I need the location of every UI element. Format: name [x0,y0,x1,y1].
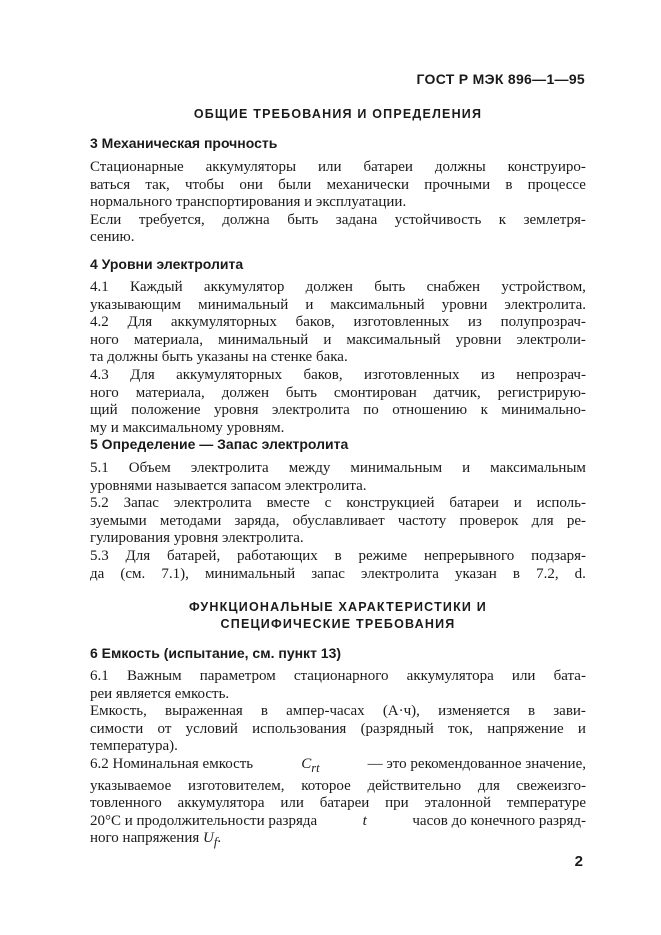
word: ного [90,384,119,401]
word: заряда, [234,512,280,529]
word: и [305,296,314,313]
word: от [157,720,172,737]
word: запас [311,565,345,582]
text-line [90,721,586,739]
word: электролита [271,402,350,419]
word: аккумуляторных [170,314,277,331]
word: d. [574,565,586,582]
word: снабжен [426,279,481,295]
text-line [90,778,586,796]
word: работающих [237,547,318,564]
word: непрозрач- [516,366,586,383]
word: да [90,565,105,582]
word: для [531,512,554,529]
text-line [90,279,586,297]
word: режиме [358,547,408,564]
text-line [90,703,586,721]
word: из [467,314,482,331]
word: 5.2 [90,495,109,512]
word: 5.1 [90,460,109,476]
word: минимально- [501,402,586,419]
word: Для [125,547,151,564]
word: (см. [120,565,146,582]
text-line [90,314,586,332]
word: должен [305,279,353,295]
word: указывающим [90,296,182,313]
word: вместе [266,495,310,512]
word: изготовленных [363,366,460,383]
word: из [480,366,495,383]
word: эталонной [424,795,491,812]
heading-3: 3 Механическая прочность [90,135,278,151]
word: 4.2 [90,314,109,331]
word: или [511,668,536,684]
word: требуется, [138,211,205,228]
symbol-c-rt [301,756,319,778]
word: минимальный [204,565,296,582]
word: зави- [553,703,586,720]
word: 4.3 [90,366,109,383]
section-title-functional-1: ФУНКЦИОНАЛЬНЫЕ ХАРАКТЕРИСТИКИ И [189,600,487,614]
text-fragment: 20°С и продолжительности разряда [90,812,318,829]
word: условий [185,720,238,737]
heading-4: 4 Уровни электролита [90,256,244,272]
word: Емкость, [90,703,147,720]
word: изменяется [438,703,510,720]
word: 7.2, [536,565,559,582]
word: Стационарные [90,159,184,175]
text-line [90,402,586,420]
word: задана [335,211,378,228]
word: симости [90,720,144,737]
section-4-body [90,279,586,437]
word: стационарного [293,668,389,684]
word: указан [454,565,497,582]
word: электролита [173,495,252,512]
text-fragment: ного напряжения [90,830,200,847]
word: минимальный [198,296,289,313]
text-line [90,566,586,584]
word: аккумулятор [203,279,285,295]
word: и [577,720,586,737]
word: действительно [367,777,462,794]
word: 7.1), [161,565,189,582]
word: Каждый [130,279,183,295]
word: по [363,402,379,419]
text-line: уровнями называется запасом электролита. [90,477,367,494]
word: быть [287,211,319,228]
section-5-body [90,460,586,583]
section-title-general: ОБЩИЕ ТРЕБОВАНИЯ И ОПРЕДЕЛЕНИЯ [193,107,483,121]
word: Запас [123,495,159,512]
word: должна [222,211,270,228]
word: конструиро- [507,159,586,175]
symbol-c: C [301,755,312,772]
word: ампер-часах [286,703,365,720]
word: отношению [392,402,468,419]
word: и [462,460,471,476]
word: (разрядный [360,720,434,737]
word: (А·ч), [382,703,420,720]
section-title-functional-2: СПЕЦИФИЧЕСКИЕ ТРЕБОВАНИЯ [220,617,456,631]
word: в [334,547,342,564]
word: изготовителем, [187,777,285,794]
text-line [90,548,586,566]
word: для [477,777,500,794]
text-fragment: часов до конечного разряд- [412,812,586,829]
word: электролита. [504,296,586,313]
word: ного [90,331,119,348]
word: аккумулятора [406,668,494,684]
word: щий [90,402,118,419]
text-line [90,460,586,478]
text-line-capacity [90,756,586,778]
word: конструкцией [346,495,435,512]
word: в [505,176,513,193]
word: исполь- [536,495,586,512]
text-line [90,367,586,385]
word: максимальным [490,460,586,476]
word: 5.3 [90,547,109,564]
word: указываемое [90,777,172,794]
word: аккумулятора [177,795,265,812]
word: ваться [90,176,131,193]
word: датчик, [433,384,481,401]
section-6-body [90,668,586,852]
word: должны [434,159,486,175]
word: и [323,331,332,348]
word: частоту [397,512,447,529]
word: устойчивость [394,211,482,228]
text-line: температура). [90,738,178,755]
word: методами [159,512,222,529]
word: непрерывного [423,547,515,564]
word: так, [145,176,170,193]
page-number: 2 [574,853,583,870]
word: быть [374,279,406,295]
text-line: та должны быть указаны на стенке бака. [90,349,348,366]
word: товленного [90,795,162,812]
word: свежеизго- [516,777,586,794]
text-line: реи является емкость. [90,685,230,702]
word: батарей, [166,547,221,564]
word: Важным [126,668,182,684]
word: смонтирован [333,384,417,401]
text-line: нормального транспортирования и эксплуатации. [90,194,407,211]
word: Объем [128,460,171,476]
word: ток, [448,720,473,737]
word: максимальный [330,296,425,313]
word: в [528,703,536,720]
word: Для [127,314,153,331]
word: они [239,176,263,193]
heading-6: 6 Емкость (испытание, см. пункт 13) [90,645,342,661]
word: полупрозрач- [500,314,586,331]
word: обуславливает [292,512,385,529]
word: баков, [303,366,343,383]
text-fragment: — это рекомендованное значение, [367,755,586,772]
text-line [90,297,586,315]
word: параметром [199,668,276,684]
word: минимальный [218,331,309,348]
word: использования [252,720,347,737]
word: процессе [527,176,586,193]
text-line-duration [90,813,586,831]
text-line [90,795,586,813]
word: должен [221,384,269,401]
text-line [90,513,586,531]
word: чтобы [184,176,225,193]
word: зуемыми [90,512,147,529]
word: с [324,495,332,512]
word: уровня [214,402,259,419]
word: положение [131,402,201,419]
word: бата- [553,668,586,684]
word: батареи [363,159,413,175]
word: устройством, [501,279,586,295]
symbol-u-subscript: f [213,835,218,850]
word: или [318,159,342,175]
word: батареи [449,495,499,512]
text-line: му и максимальному уровням. [90,419,285,436]
word: регистрирую- [497,384,586,401]
heading-5: 5 Определение — Запас электролита [90,436,349,452]
word: между [288,460,331,476]
text-line [90,159,586,177]
word: уровни [441,296,488,313]
word: минимальным [350,460,443,476]
word: электролита [361,565,439,582]
text-line: сению. [90,229,135,246]
symbol-t: t [362,812,367,829]
word: или [280,795,304,812]
text-line: гулирования уровня электролита. [90,530,304,547]
word: механически [326,176,410,193]
word: температуре [506,795,586,812]
word: землетря- [523,211,586,228]
word: материала, [133,331,203,348]
word: 4.1 [90,279,109,295]
text-line [90,495,586,513]
section-3-body [90,159,586,247]
word: которое [301,777,351,794]
word: в [260,703,268,720]
word: электролита [190,460,269,476]
word: и [513,495,522,512]
text-fragment: 6.2 Номинальная емкость [90,755,254,772]
symbol-c-subscript: rt [311,760,320,775]
symbol-u-f: $U_f$. [203,830,222,850]
word: изготовленных [353,314,450,331]
word: напряжение [487,720,564,737]
word: аккумуляторы [205,159,297,175]
word: материала, [135,384,205,401]
word: при [385,795,409,812]
word: подзаря- [531,547,586,564]
word: к [480,402,488,419]
text-line [90,385,586,403]
word: максимальный [346,331,441,348]
word: прочными [424,176,491,193]
word: 6.1 [90,668,109,684]
text-line [90,332,586,350]
word: электроли- [516,331,586,348]
word: батареи [319,795,370,812]
word: баков, [295,314,335,331]
word: выраженная [165,703,243,720]
symbol-u: U [203,830,214,847]
text-line [90,177,586,195]
word: быть [285,384,318,401]
word: проверок [459,512,519,529]
word: в [512,565,520,582]
word: уровни [455,331,502,348]
word: к [498,211,507,228]
word: были [278,176,312,193]
text-line [90,212,586,230]
word: ре- [566,512,586,529]
word: аккумуляторных [176,366,283,383]
text-line-voltage [90,830,586,852]
word: Если [90,211,122,228]
text-line [90,668,586,686]
word: Для [130,366,155,383]
document-header: ГОСТ Р МЭК 896—1—95 [416,71,585,87]
